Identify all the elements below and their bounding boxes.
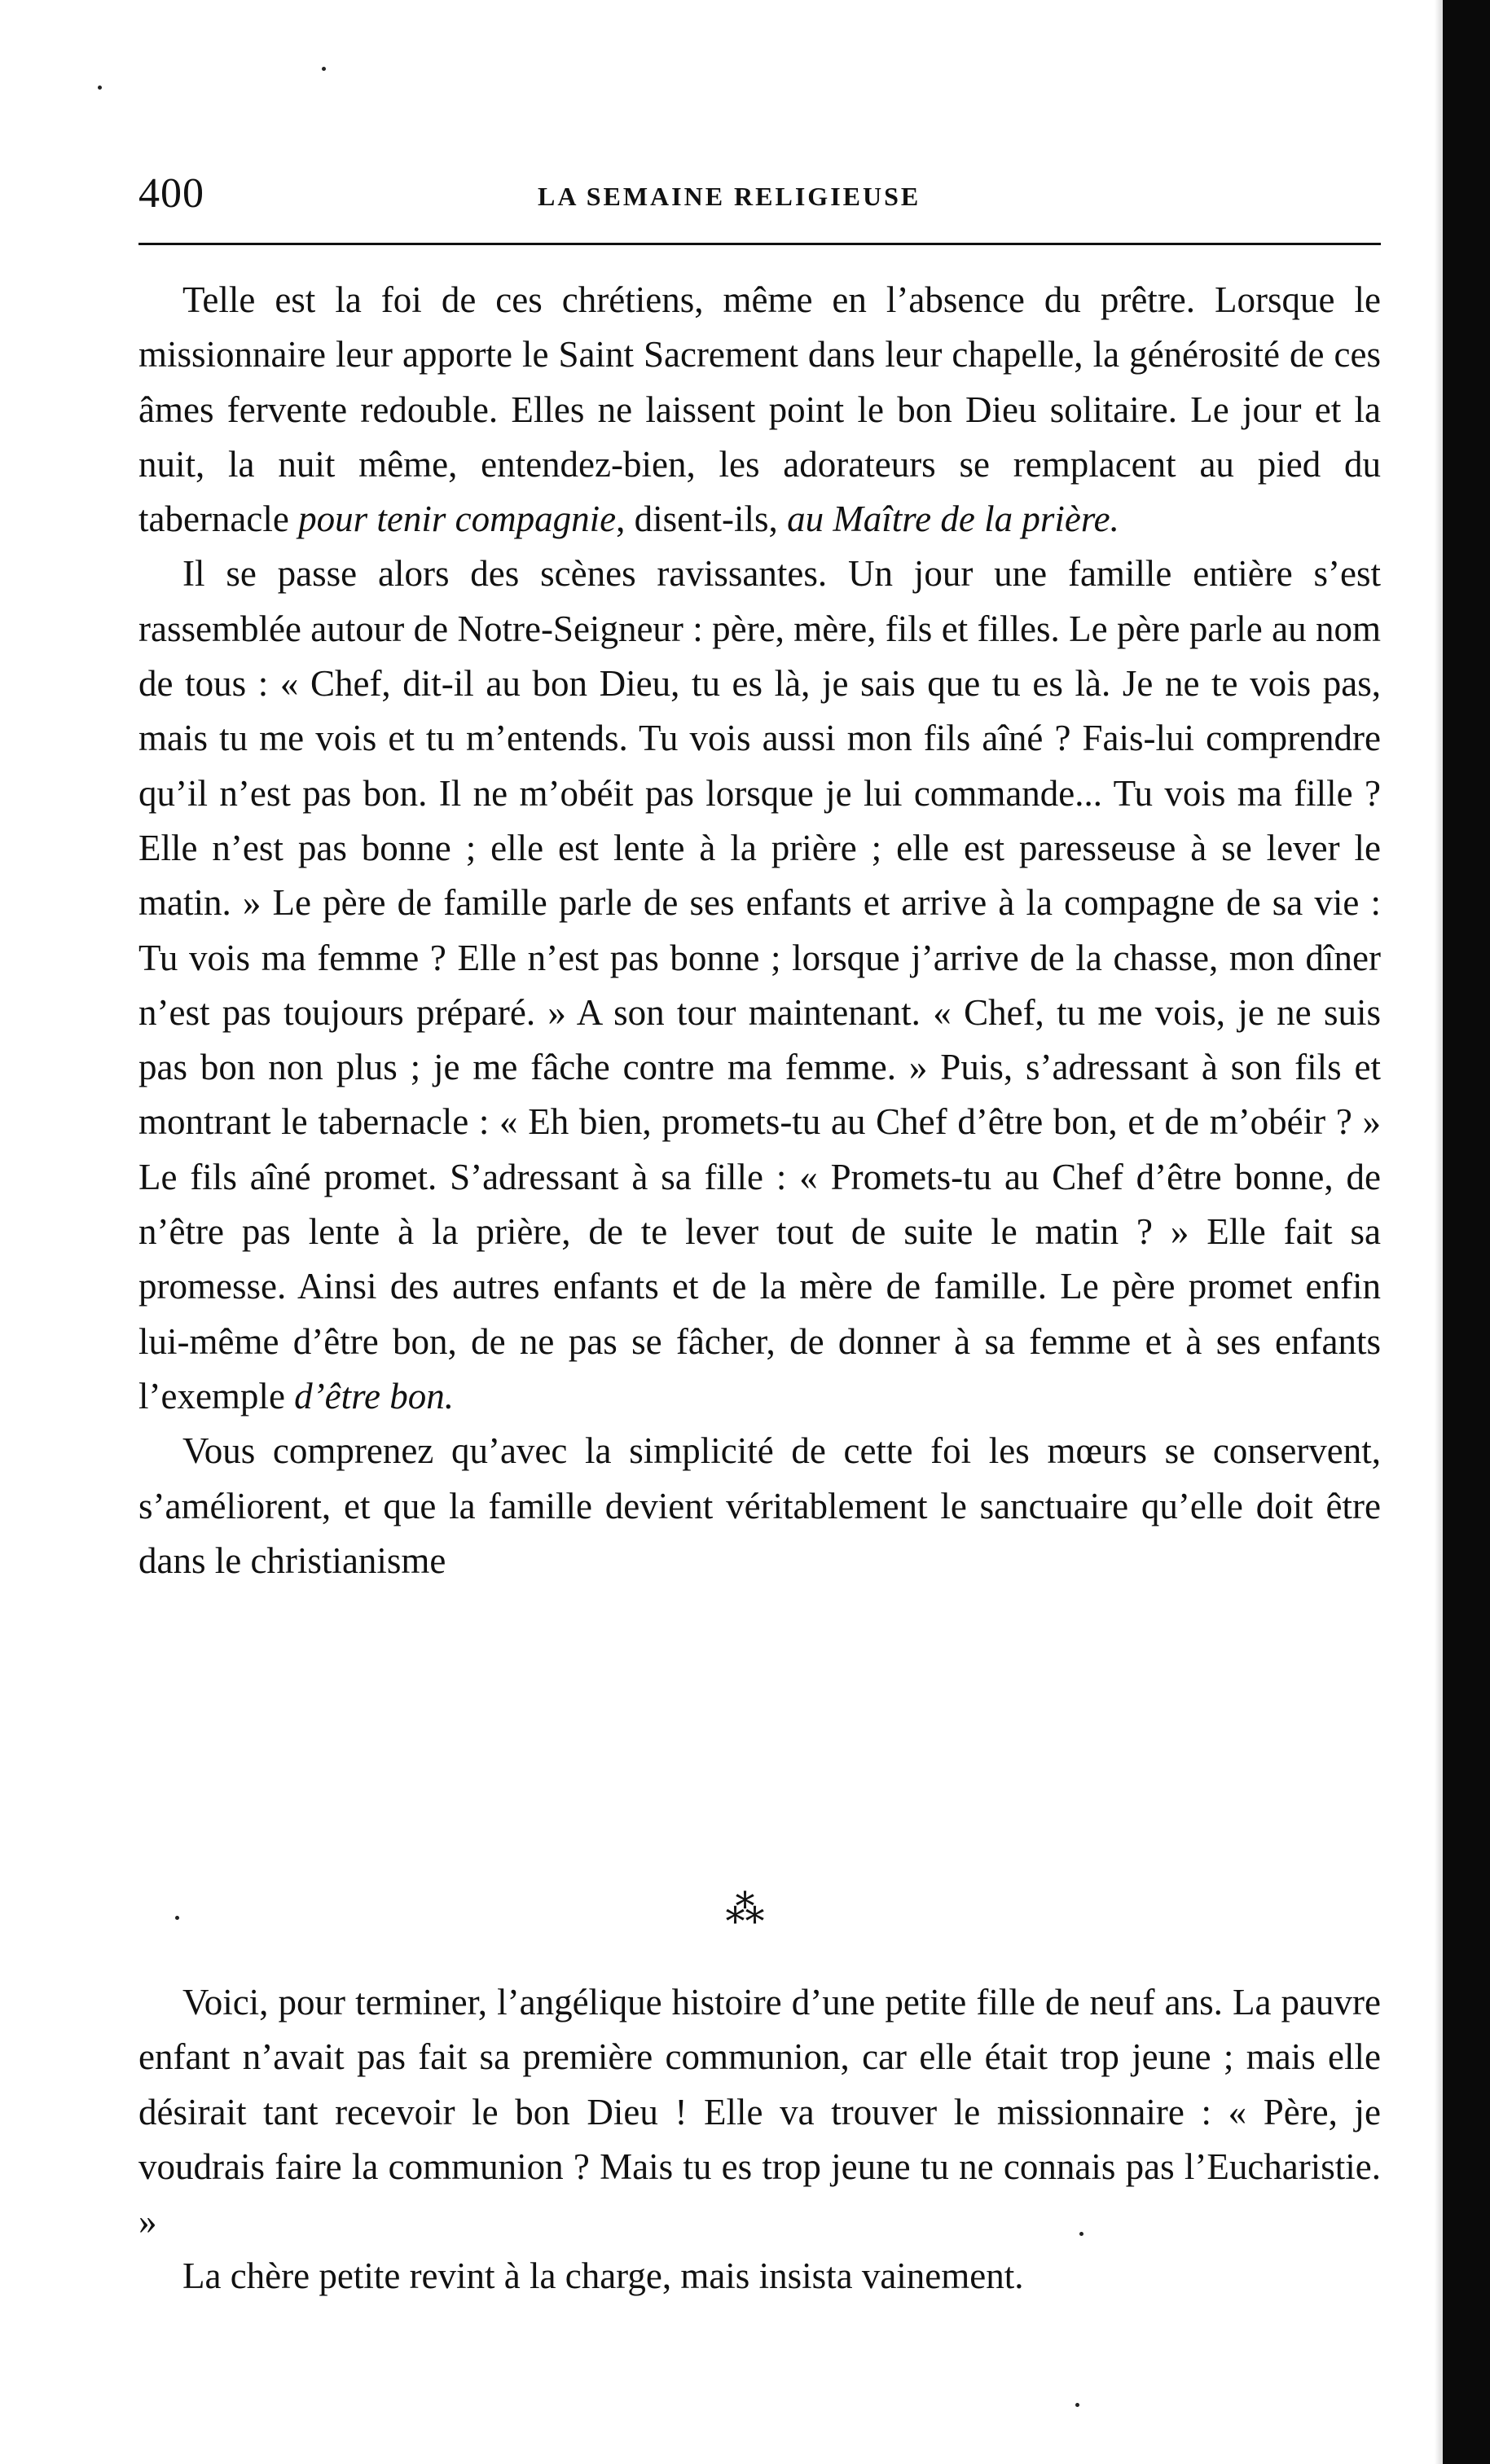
main-text [138,273,1381,1588]
paragraph-text: Vous comprenez qu’avec la simplicité de cette foi les mœurs se conservent, s’améliorent, et que la famille devient véritablement le sanctuaire qu’elle doit être dans le christianisme [138,1430,1381,1581]
paragraph-text: Voici, pour terminer, l’angélique histoire d’une petite fille de neuf ans. La pauvre enfant n’avait pas fait sa première communion, car elle était trop jeune ; mais elle désirait tant recevoir le bon Dieu ! Elle va trouver le missionnaire : « Père, je voudrais faire la communion ? Mais tu es trop jeune tu ne connais pas l’Eucharistie. » [138,1982,1381,2242]
page-header [138,167,1381,224]
print-speck [322,67,326,71]
paragraph-little-girl [138,1975,1381,2249]
italic-phrase: d’être bon. [294,1375,454,1416]
paragraph-text: , disent-ils, [616,499,788,540]
italic-phrase: au Maître de la prière. [787,499,1119,540]
main-text-continued [138,1975,1381,2304]
paragraph-family-scene [138,547,1381,1424]
print-speck [1075,2403,1079,2407]
page-number: 400 [138,170,204,217]
paragraph-faith [138,273,1381,547]
paragraph-text: Il se passe alors des scènes ravissantes. Un jour une famille entière s’est rassemblée autour de Notre-Seigneur : père, mère, fils et filles. Le père parle au nom de tous : « Chef, dit-il au bon Dieu, tu es là, je sais que tu es là. Je ne te vois pas, mais tu me vois et tu m’entends. Tu vois aussi mon fils aîné ? Fais-lui comprendre qu’il n’est pas bon. Il ne m’obéit pas lorsque je lui commande... Tu vois ma fille ? Elle n’est pas bonne ; elle est lente à la prière ; elle est paresseuse à se lever le matin. » Le père de famille parle de ses enfants et arrive à la compagne de sa vie : Tu vois ma femme ? Elle n’est pas bonne ; lorsque j’arrive de la chasse, mon dîner n’est pas toujours préparé. » A son tour maintenant. « Chef, tu me vois, je ne suis pas bon non plus ; je me fâche contre ma femme. » Puis, s’adressant à son fils et montrant le tabernacle : « Eh bien, promets-tu au Chef d’être bon, et de m’obéir ? » Le fils aîné promet. S’adressant à sa fille : « Promets-tu au Chef d’être bonne, de n’être pas lente à la prière, de te lever tout de suite le matin ? » Elle fait sa promesse. Ainsi des autres enfants et de la mère de famille. Le père promet enfin lui-même d’être bon, de ne pas se fâcher, de donner à sa femme et à ses enfants l’exemple [138,553,1381,1416]
paragraph-text: Telle est la foi de ces chrétiens, même en l’absence du prêtre. Lorsque le missionnaire leur apporte le Saint Sacrement dans leur chapelle, la générosité de ces âmes fervente redouble. Elles ne laissent point le bon Dieu solitaire. Le jour et la nuit, la nuit même, entendez-bien, les adorateurs se remplacent au pied du tabernacle [138,279,1381,540]
paragraph-insistence [138,2249,1381,2304]
page-edge-shadow [1435,0,1443,2464]
section-break-asterism: ⁂ [725,1888,765,1931]
print-speck [175,1916,179,1920]
running-title: LA SEMAINE RELIGIEUSE [538,182,921,211]
header-rule [138,243,1381,245]
print-speck [98,86,102,90]
print-speck [1079,2232,1083,2236]
paragraph-conclusion [138,1424,1381,1588]
page-edge [1443,0,1490,2464]
paragraph-text: La chère petite revint à la charge, mais insista vainement. [182,2255,1024,2297]
italic-phrase: pour tenir compagnie [298,499,617,540]
